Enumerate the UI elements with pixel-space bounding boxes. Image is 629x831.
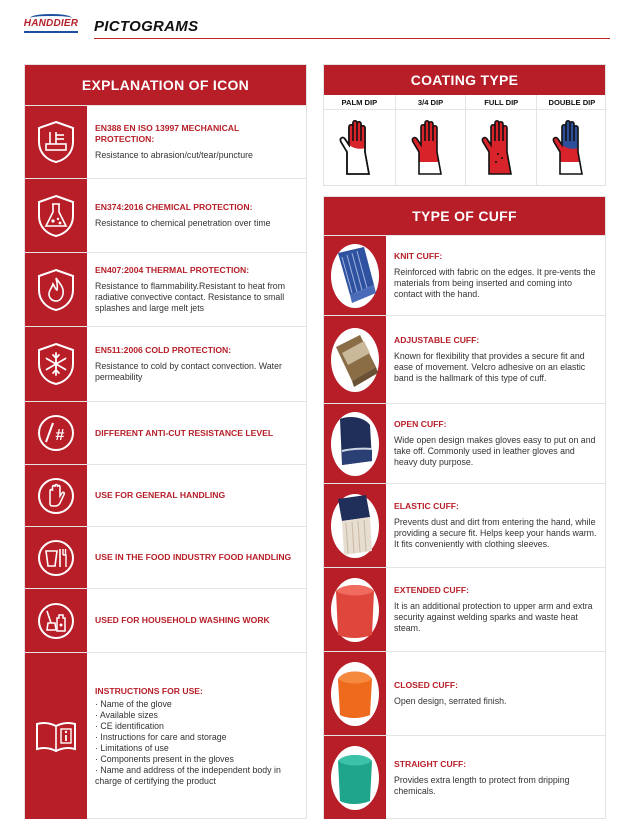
coating-panel-title: COATING TYPE xyxy=(324,65,605,95)
cuff-description: Known for flexibility that provides a secure fit and ease of movement. Velcro adhesive on an elastic band is the hallmark of this type of cuff. xyxy=(394,351,586,383)
cuff-description: It is an additional protection to upper arm and extra security against welding sparks and waste heat steam. xyxy=(394,601,593,633)
cuff-description: Prevents dust and dirt from entering the hand, while providing a secure fit. Helps keep your hands warm. It fits conveniently with clothing sleeves. xyxy=(394,517,597,549)
icon-row-cold xyxy=(25,326,306,401)
instruction-item: · Name and address of the independent body in charge of certifying the product xyxy=(95,764,281,786)
double-dip-glove-icon xyxy=(550,118,594,178)
knit-cuff-image xyxy=(330,243,380,309)
cuff-type-panel xyxy=(323,196,606,819)
chemical-protection-icon xyxy=(36,194,76,238)
anti-cut-level-icon xyxy=(36,413,76,453)
cuff-title: ELASTIC CUFF: xyxy=(394,501,459,511)
information-book-icon xyxy=(34,718,78,754)
header-divider xyxy=(94,38,610,39)
instruction-item: · Name of the glove xyxy=(95,698,172,709)
brand-logo xyxy=(20,14,82,36)
adjustable-cuff-image xyxy=(330,327,380,393)
food-handling-icon xyxy=(36,538,76,578)
page-header xyxy=(0,0,629,50)
cuff-description: Reinforced with fabric on the edges. It pre-vents the materials from being inserted and coming into contact with the hand. xyxy=(394,267,596,299)
icon-title: DIFFERENT ANTI-CUT RESISTANCE LEVEL xyxy=(95,427,274,438)
cuff-row-knit xyxy=(324,235,605,315)
icon-title: EN407:2004 THERMAL PROTECTION: xyxy=(95,265,250,275)
coating-label: DOUBLE DIP xyxy=(537,95,607,110)
icon-row-anti-cut xyxy=(25,401,306,464)
extended-cuff-image xyxy=(330,577,380,643)
coating-double-dip xyxy=(536,95,607,186)
icon-row-mechanical xyxy=(25,105,306,178)
icon-title: EN374:2016 CHEMICAL PROTECTION: xyxy=(95,202,253,212)
instruction-item: · CE identification xyxy=(95,720,164,731)
three-quarter-dip-glove-icon xyxy=(409,118,453,178)
instruction-item: · Instructions for care and storage xyxy=(95,731,227,742)
coating-label: 3/4 DIP xyxy=(396,95,466,110)
icon-row-general-handling xyxy=(25,464,306,526)
icon-description: Resistance to chemical penetration over time xyxy=(95,218,271,228)
full-dip-glove-icon xyxy=(479,118,523,178)
elastic-cuff-image xyxy=(330,493,380,559)
icon-panel-title: EXPLANATION OF ICON xyxy=(25,65,306,105)
instruction-item: · Components present in the gloves xyxy=(95,753,234,764)
icon-title: USE IN THE FOOD INDUSTRY FOOD HANDLING xyxy=(95,552,292,562)
cuff-title: STRAIGHT CUFF: xyxy=(394,758,467,769)
household-washing-icon xyxy=(36,601,76,641)
icon-row-household-washing xyxy=(25,588,306,652)
coating-label: FULL DIP xyxy=(466,95,536,110)
cuff-title: CLOSED CUFF: xyxy=(394,680,458,690)
icon-title: EN388 EN ISO 13997 MECHANICAL PROTECTION: xyxy=(95,123,240,144)
logo-underline xyxy=(24,31,78,33)
icon-row-food-handling xyxy=(25,526,306,588)
coating-type-panel xyxy=(323,64,606,186)
brand-name: HANDDIER xyxy=(23,18,79,29)
cuff-row-open xyxy=(324,403,605,483)
instructions-title: INSTRUCTIONS FOR USE: xyxy=(95,685,203,696)
icon-row-thermal xyxy=(25,252,306,326)
icon-description: Resistance to flammability.Resistant to heat from radiative convective contact. Resistance to small splashes and large melt jets xyxy=(95,281,286,313)
instructions-list xyxy=(95,699,300,787)
cuff-description: Open design, serrated finish. xyxy=(394,696,507,706)
palm-dip-glove-icon xyxy=(337,118,381,178)
icon-explanation-panel xyxy=(24,64,307,819)
instruction-item: · Limitations of use xyxy=(95,742,169,753)
thermal-protection-icon xyxy=(36,268,76,312)
coating-palm-dip xyxy=(324,95,395,186)
cuff-description: Provides extra length to protect from dripping chemicals. xyxy=(394,774,570,796)
coating-label: PALM DIP xyxy=(324,95,395,110)
cuff-row-adjustable xyxy=(324,315,605,403)
cuff-description: Wide open design makes gloves easy to put on and take off. Commonly used in leather gloves and heavy duty purpose. xyxy=(394,435,596,467)
mechanical-protection-icon xyxy=(36,120,76,164)
instruction-item: · Available sizes xyxy=(95,709,158,720)
open-cuff-image xyxy=(330,411,380,477)
icon-title: USE FOR GENERAL HANDLING xyxy=(95,490,226,500)
icon-row-chemical xyxy=(25,178,306,252)
svg-text:#: # xyxy=(55,427,65,444)
straight-cuff-image xyxy=(330,745,380,811)
cuff-panel-title: TYPE OF CUFF xyxy=(324,197,605,235)
coating-full-dip xyxy=(465,95,536,186)
cuff-row-extended xyxy=(324,567,605,651)
cuff-row-closed xyxy=(324,651,605,735)
cuff-row-straight xyxy=(324,735,605,819)
icon-row-instructions xyxy=(25,652,306,819)
cold-protection-icon xyxy=(36,342,76,386)
icon-title: USED FOR HOUSEHOLD WASHING WORK xyxy=(95,615,270,625)
cuff-title: ADJUSTABLE CUFF: xyxy=(394,335,480,345)
cuff-row-elastic xyxy=(324,483,605,567)
cuff-title: OPEN CUFF: xyxy=(394,419,447,429)
icon-description: Resistance to abrasion/cut/tear/puncture xyxy=(95,150,253,160)
icon-title: EN511:2006 COLD PROTECTION: xyxy=(95,345,232,355)
general-handling-icon xyxy=(36,476,76,516)
icon-description: Resistance to cold by contact convection. Water permeability xyxy=(95,361,282,382)
cuff-title: EXTENDED CUFF: xyxy=(394,585,469,595)
cuff-title: KNIT CUFF: xyxy=(394,251,443,261)
coating-three-quarter-dip xyxy=(395,95,466,186)
page-title: PICTOGRAMS xyxy=(94,18,199,35)
closed-cuff-image xyxy=(330,661,380,727)
